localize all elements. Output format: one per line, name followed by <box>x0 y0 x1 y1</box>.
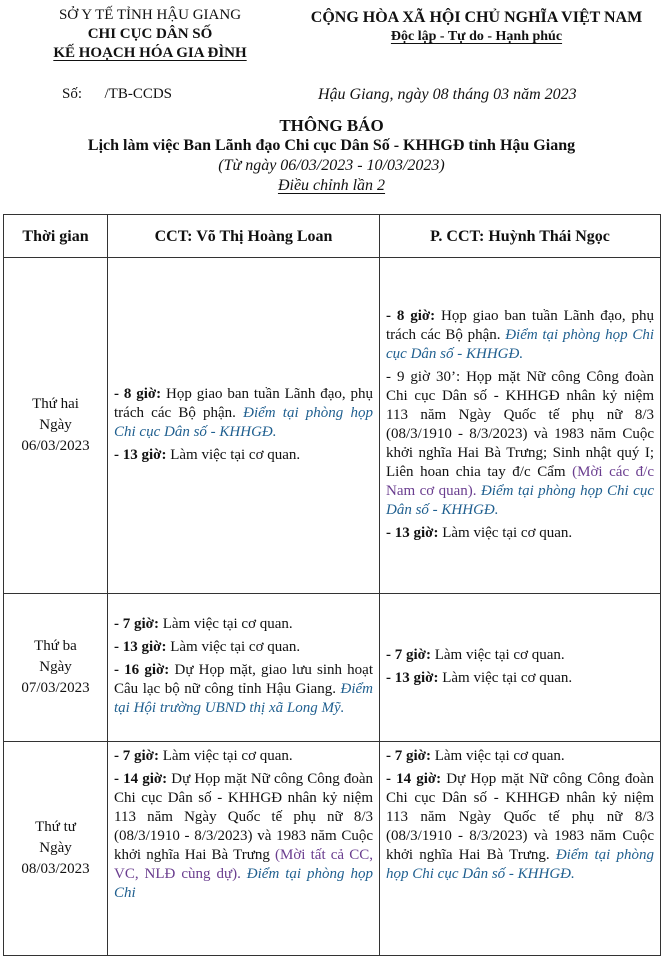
entry-time: - 7 giờ: <box>114 748 159 764</box>
header-director: CCT: Võ Thị Hoàng Loan <box>108 215 380 258</box>
entry-location: Điểm tại phòng họp Chi <box>114 866 373 901</box>
entry-text: Làm việc tại cơ quan. <box>438 669 573 686</box>
header-time: Thời gian <box>4 215 108 258</box>
ministry-name: SỞ Y TẾ TỈNH HẬU GIANG <box>58 7 242 23</box>
entry-text: Làm việc tại cơ quan. <box>166 446 301 463</box>
schedule-entry <box>386 770 654 884</box>
notice-revision: Điều chỉnh lần 2 <box>277 177 386 194</box>
entry-text: Làm việc tại cơ quan. <box>158 748 293 764</box>
entry-time: - 8 giờ: <box>386 307 436 324</box>
deputy-schedule-cell <box>380 258 661 594</box>
day-day: Thứ ba <box>34 638 77 654</box>
day-cell <box>4 742 108 956</box>
entry-time: - 7 giờ: <box>114 616 159 632</box>
deputy-schedule-cell <box>380 742 661 956</box>
schedule-entry <box>386 747 654 766</box>
entry-time: - 14 giờ: <box>114 771 168 787</box>
table-header-row <box>4 215 661 258</box>
entry-time: - 16 giờ: <box>114 662 170 678</box>
schedule-entry <box>114 615 373 634</box>
entry-time: - 13 giờ: <box>114 446 167 463</box>
national-header <box>290 8 663 46</box>
entry-text: Làm việc tại cơ quan. <box>166 639 301 655</box>
entry-time: - 13 giờ: <box>386 669 439 686</box>
day-day: Thứ hai <box>32 396 79 412</box>
schedule-entry <box>386 646 654 665</box>
entry-text: Làm việc tại cơ quan. <box>430 646 565 663</box>
entry-text: Họp giao ban tuần Lãnh đạo, phụ trách các Bộ phận. <box>114 385 373 421</box>
schedule-entry <box>386 368 654 520</box>
entry-time: - 13 giờ: <box>114 639 167 655</box>
schedule-entry <box>114 661 373 718</box>
schedule-entry <box>114 638 373 657</box>
notice-heading: THÔNG BÁO <box>279 116 384 135</box>
entry-invitees: (Mời tất cả CC, VC, NLĐ cùng dự). <box>114 847 374 882</box>
entry-location: Điểm tại phòng họp Chi cục Dân số - KHHGĐ. <box>386 326 654 362</box>
national-title: CỘNG HÒA XÃ HỘI CHỦ NGHĨA VIỆT NAM <box>310 9 643 26</box>
table-row <box>4 258 661 594</box>
entry-text: - 9 giờ 30’: Họp mặt Nữ công Công đoàn Chi cục Dân số - KHHGĐ nhân kỷ niệm 113 năm Ngày Quốc tế phụ nữ 8/3 (08/3/1910 - 8/3/2023) và 1983 năm Cuộc khởi nghĩa Hai Bà Trưng; Sinh nhật quý I; Liên hoan chia tay đ/c Cẩm <box>386 368 654 480</box>
entry-text: Dự Họp mặt Nữ công Công đoàn Chi cục Dân số - KHHGĐ nhân kỷ niệm 113 năm Ngày Quốc tế phụ nữ 8/3 (08/3/1910 - 8/3/2023) và 1983 năm Cuộc khởi nghĩa Hai Bà Trưng. <box>386 771 654 863</box>
entry-text: Làm việc tại cơ quan. <box>430 748 565 764</box>
document-date: Hậu Giang, ngày 08 tháng 03 năm 2023 <box>318 86 577 103</box>
day-label: Ngày <box>39 840 72 856</box>
schedule-table <box>3 214 661 956</box>
schedule-entry <box>114 385 373 442</box>
entry-text: Làm việc tại cơ quan. <box>438 524 573 541</box>
notice-date-range: (Từ ngày 06/03/2023 - 10/03/2023) <box>218 157 445 174</box>
table-row <box>4 594 661 742</box>
entry-location: Điểm tại phòng họp Chi cục Dân số - KHHGĐ. <box>386 482 654 518</box>
day-label: Ngày <box>39 417 72 433</box>
day-day: Thứ tư <box>35 819 76 835</box>
entry-location: Điểm tại Hội trường UBND thị xã Long Mỹ. <box>114 681 373 716</box>
entry-text: Dự Họp mặt Nữ công Công đoàn Chi cục Dân số - KHHGĐ nhân kỷ niệm 113 năm Ngày Quốc tế phụ nữ 8/3 (08/3/1910 - 8/3/2023) và 1983 năm Cuộc khởi nghĩa Hai Bà Trưng <box>114 771 373 863</box>
notice-title-block <box>0 116 663 196</box>
director-schedule-cell <box>108 258 380 594</box>
schedule-entry <box>114 747 373 766</box>
deputy-schedule-cell <box>380 594 661 742</box>
table-row <box>4 742 661 956</box>
schedule-entry <box>114 770 373 903</box>
entry-text: Làm việc tại cơ quan. <box>158 616 293 632</box>
entry-time: - 13 giờ: <box>386 524 439 541</box>
schedule-entry <box>386 307 654 364</box>
department-name-2: KẾ HOẠCH HÓA GIA ĐÌNH <box>53 45 247 61</box>
entry-text: Dự Họp mặt, giao lưu sinh hoạt Câu lạc bộ nữ công tỉnh Hậu Giang. <box>114 662 373 697</box>
entry-text: Họp giao ban tuần Lãnh đạo, phụ trách các Bộ phận. <box>386 307 654 343</box>
entry-time: - 7 giờ: <box>386 748 431 764</box>
entry-time: - 8 giờ: <box>114 385 162 402</box>
notice-subject: Lịch làm việc Ban Lãnh đạo Chi cục Dân Số - KHHGĐ tỉnh Hậu Giang <box>87 137 576 154</box>
header-deputy: P. CCT: Huỳnh Thái Ngọc <box>380 215 661 258</box>
entry-invitees: (Mời các đ/c Nam cơ quan). <box>386 463 655 499</box>
day-date: 07/03/2023 <box>21 680 90 696</box>
director-schedule-cell <box>108 742 380 956</box>
schedule-entry <box>114 446 373 465</box>
day-cell <box>4 594 108 742</box>
schedule-entry <box>386 669 654 688</box>
entry-time: - 14 giờ: <box>386 771 442 787</box>
director-schedule-cell <box>108 594 380 742</box>
day-date: 06/03/2023 <box>21 438 90 454</box>
day-label: Ngày <box>39 659 72 675</box>
agency-header <box>0 6 300 63</box>
schedule-entry <box>386 524 654 543</box>
entry-location: Điểm tại phòng họp Chi cục Dân số - KHHGĐ. <box>114 404 373 440</box>
entry-location: Điểm tại phòng họp Chi cục Dân số - KHHGĐ. <box>386 847 655 882</box>
entry-time: - 7 giờ: <box>386 646 431 663</box>
day-date: 08/03/2023 <box>21 861 90 877</box>
national-motto: Độc lập - Tự do - Hạnh phúc <box>390 29 563 44</box>
day-cell <box>4 258 108 594</box>
department-name: CHI CỤC DÂN SỐ <box>87 26 213 42</box>
document-number: Số: /TB-CCDS <box>62 86 173 102</box>
